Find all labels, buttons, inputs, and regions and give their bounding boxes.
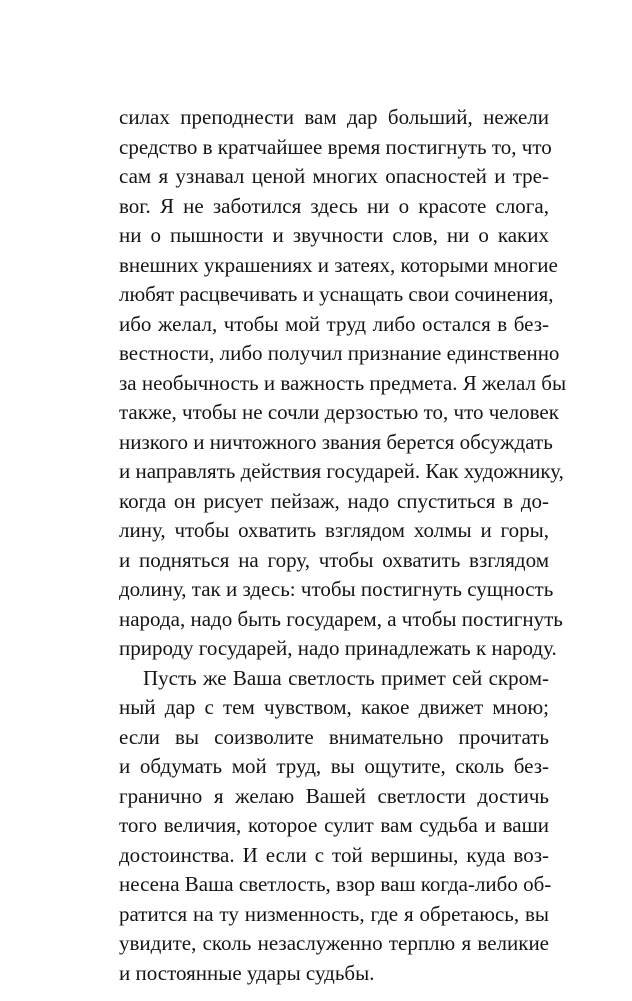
text-line: также, чтобы не сочли дерзостью то, что человек <box>119 400 559 424</box>
text-line: когда он рисует пейзаж, надо спуститься в до- <box>119 488 549 513</box>
text-line: внешних украшениях и затеях, которыми многие <box>119 252 558 277</box>
text-line: и подняться на гору, чтобы охватить взглядом <box>119 547 549 572</box>
text-line: ратится на ту низменность, где я обретаюсь, вы <box>119 901 549 926</box>
text-line: сам я узнавал ценой многих опасностей и тре- <box>119 164 549 188</box>
text-line: силах преподнести вам дар больший, нежели <box>119 105 549 129</box>
text-line: Пусть же Ваша светлость примет сей скром- <box>143 665 549 690</box>
text-line: вестности, либо получил признание единственно <box>119 341 560 365</box>
text-line: народа, надо быть государем, а чтобы постигнуть <box>119 606 563 631</box>
text-line: долину, так и здесь: чтобы постигнуть сущность <box>119 577 554 601</box>
text-line: и направлять действия государей. Как художнику, <box>119 459 564 483</box>
text-line: увидите, сколь незаслуженно терплю я великие <box>119 931 549 955</box>
text-line: и постоянные удары судьбы. <box>119 960 375 985</box>
text-line: за необычность и важность предмета. Я желал бы <box>119 370 567 395</box>
text-line: средство в кратчайшее время постигнуть то, что <box>119 134 552 159</box>
text-line: ный дар с тем чувством, какое движет мною; <box>119 695 549 719</box>
text-line: если вы соизволите внимательно прочитать <box>119 724 549 749</box>
text-line: низкого и ничтожного звания берется обсуждать <box>119 429 553 454</box>
text-line: любят расцвечивать и уснащать свои сочинения, <box>119 282 554 306</box>
text-line: несена Ваша светлость, взор ваш когда-либо об- <box>119 872 552 896</box>
text-line: того величия, которое сулит вам судьба и ваши <box>119 813 549 837</box>
body-text <box>119 103 567 988</box>
text-line: ни о пышности и звучности слов, ни о каких <box>119 223 549 247</box>
text-line: достоинства. И если с той вершины, куда воз- <box>119 842 549 867</box>
text-line: лину, чтобы охватить взглядом холмы и горы, <box>119 518 549 542</box>
text-line: гранично я желаю Вашей светлости достичь <box>119 783 549 808</box>
text-line: вог. Я не заботился здесь ни о красоте слога, <box>119 193 549 218</box>
paragraph-2 <box>119 664 552 989</box>
paragraph-1 <box>119 103 567 664</box>
text-line: и обдумать мой труд, вы ощутите, сколь без- <box>119 754 549 778</box>
text-line: ибо желал, чтобы мой труд либо остался в без- <box>119 311 549 336</box>
text-line: природу государей, надо принадлежать к народу. <box>119 636 557 660</box>
